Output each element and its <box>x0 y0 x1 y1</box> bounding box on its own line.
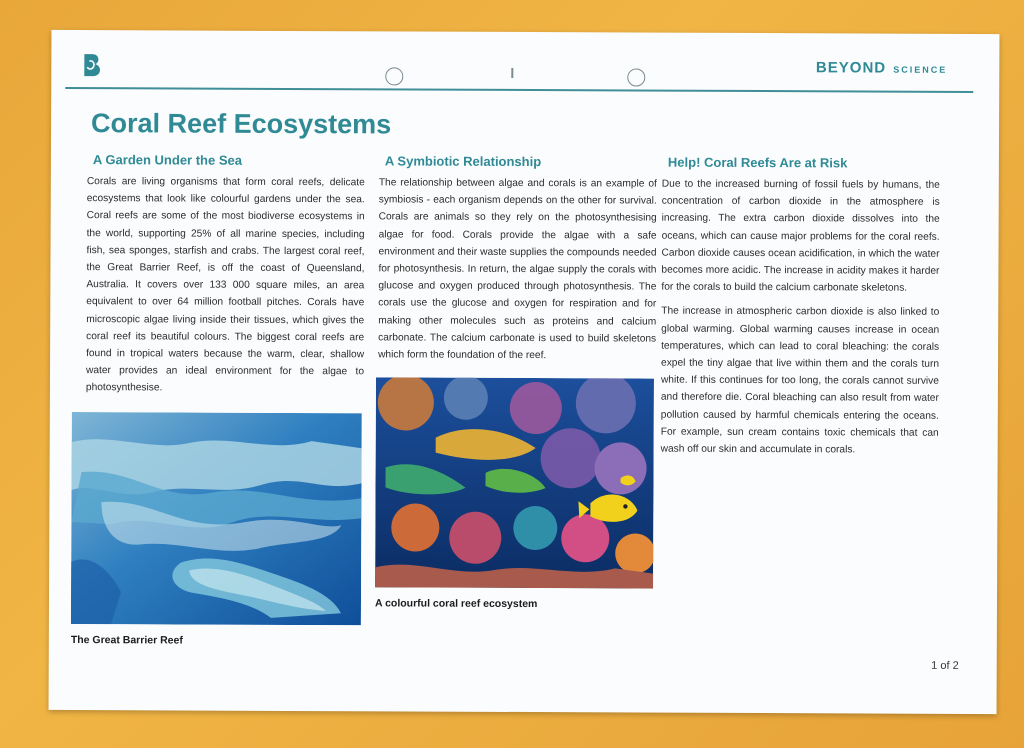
page-number: 1 of 2 <box>931 659 959 672</box>
paragraph-symbiosis: The relationship between algae and corals is an example of symbiosis - each organism depends on the other for survival. Corals are animals so they rely on the photosynthesising algae for food. Corals provide the algae with a safe environment and their waste supplies the compounds needed for photosynthesis. In return, the algae supply the corals with glucose and oxygen produced through photosynthesis. The corals use the glucose and oxygen for respiration and for making other molecules such as proteins and calcium carbonate. The calcium carbonate is used to build skeletons which form the foundation of the reef. <box>378 177 657 362</box>
column-risk <box>661 155 940 466</box>
column-garden <box>86 152 365 405</box>
worksheet-page <box>49 30 1000 714</box>
header-rule <box>65 87 973 92</box>
paragraph-risk-warming: The increase in atmospheric carbon dioxide is also linked to global warming. Global warming causes increase in ocean temperatures, which can lead to coral bleaching: the corals expel the tiny algae that live within them and the corals turn white. If this continues for too long, the corals cannot survive and therefore die. Coral bleaching can also result from water pollution caused by harmful chemicals entering the oceans. For example, sun cream contains toxic chemicals that can wash off our skin and accumulate in corals. <box>660 306 940 456</box>
column-symbiosis <box>378 153 657 371</box>
brand-main: BEYOND <box>815 59 887 77</box>
aerial-photo-caption: The Great Barrier Reef <box>70 634 183 647</box>
center-mark <box>511 68 513 78</box>
great-barrier-reef-photo <box>71 412 362 625</box>
coral-photo-caption: A colourful coral reef ecosystem <box>374 597 538 611</box>
coral-reef-photo <box>375 377 654 588</box>
paragraph-risk-acidification: Due to the increased burning of fossil fuels by humans, the concentration of carbon dioxide in the atmosphere is increasing. The extra carbon dioxide dissolves into the oceans, which can cause major problems for the coral reefs. Carbon dioxide causes ocean acidification, in which the water becomes more acidic. The increase in acidity makes it harder for the corals to build the calcium carbonate skeletons. <box>661 178 940 294</box>
brand-sub: SCIENCE <box>893 64 948 75</box>
section-heading-risk: Help! Coral Reefs Are at Risk <box>667 154 848 171</box>
page-title: Coral Reef Ecosystems <box>91 108 392 140</box>
punch-hole-right <box>627 68 645 86</box>
punch-hole-left <box>385 67 403 85</box>
brand-name <box>816 59 947 77</box>
beyond-logo-icon <box>81 52 103 78</box>
section-heading-symbiosis: A Symbiotic Relationship <box>384 153 542 170</box>
paragraph-garden: Corals are living organisms that form coral reefs, delicate ecosystems that look like colourful gardens under the sea. Coral reefs are some of the most biodiverse ecosystems in the world, supporting 25% of all marine species, including fish, sea sponges, starfish and crabs. The largest coral reef, the Great Barrier Reef, is off the coast of Queensland, Australia. It covers over 133 000 square miles, an area equivalent to over 64 million football pitches. Corals have microscopic algae living inside their tissues, which gives the coral reef its beautiful colours. The biggest coral reefs are found in tropical waters because the warm, clear, shallow water provides an ideal environment for the algae to photosynthesise. <box>85 176 365 394</box>
section-heading-garden: A Garden Under the Sea <box>92 152 243 168</box>
